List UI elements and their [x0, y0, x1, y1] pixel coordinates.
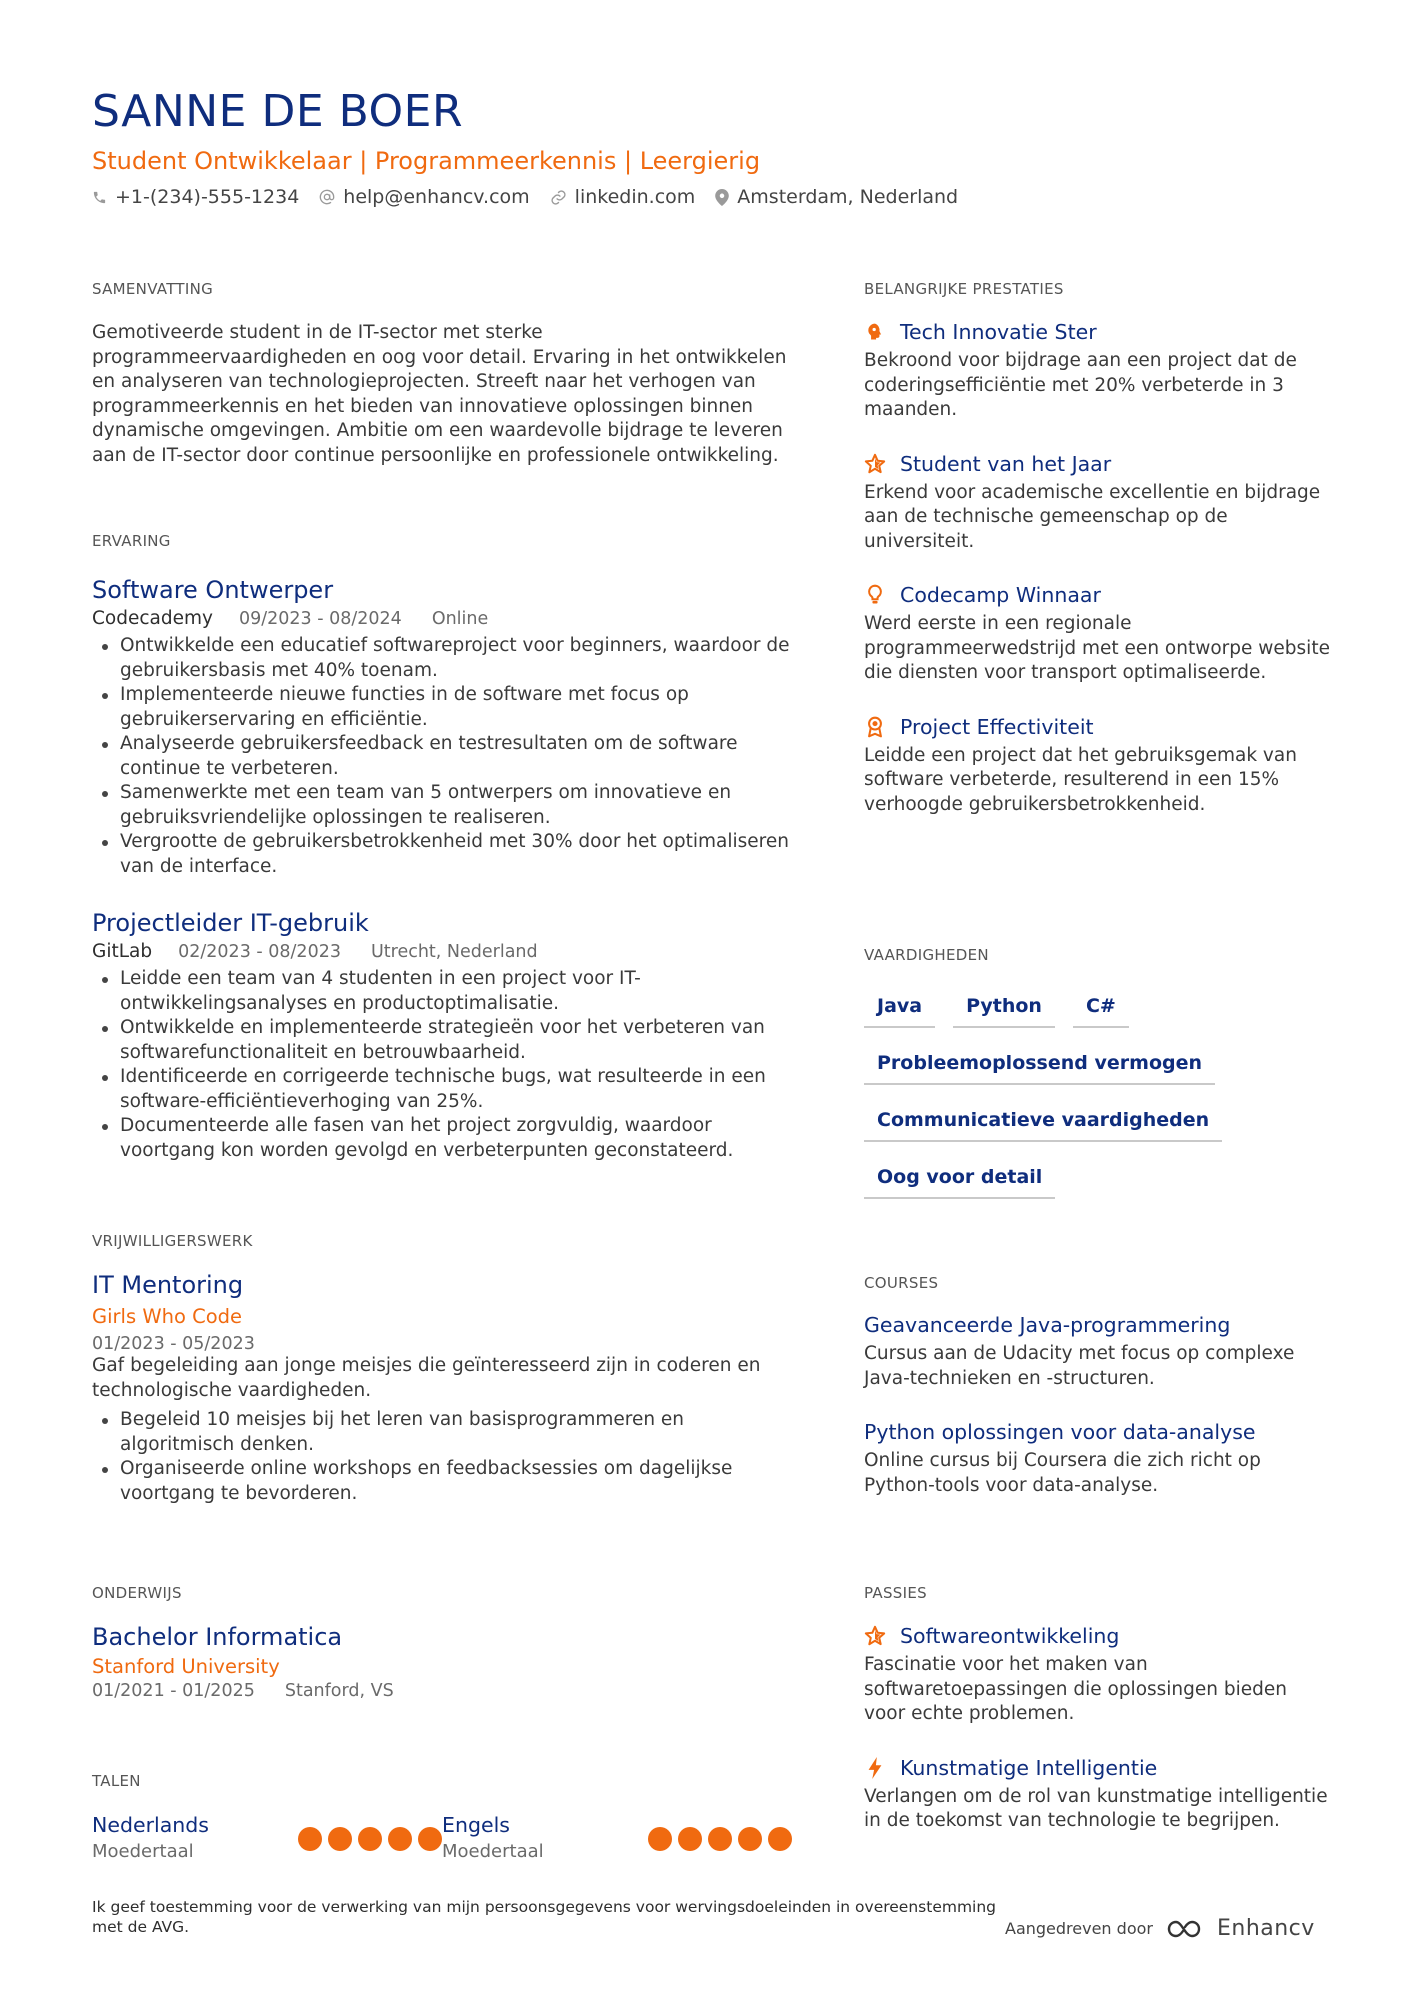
- education-section: [92, 1584, 792, 1701]
- linkedin-text: linkedin.com: [574, 186, 696, 208]
- achievement-text: Werd eerste in een regionale programmeerwedstrijd met een ontworpe website die diensten voor transport optimaliseerde.: [864, 613, 1330, 683]
- section-title-achievements: BELANGRIJKE PRESTATIES: [864, 280, 1064, 298]
- experience-section: [92, 532, 792, 1163]
- job-company: Codecademy: [92, 608, 213, 629]
- brand-name: Enhancv: [1216, 1916, 1315, 1941]
- headline: Student Ontwikkelaar | Programmeerkennis | Leergierig: [92, 147, 761, 175]
- skill-tag: Python: [953, 987, 1055, 1028]
- job-dates: 09/2023 - 08/2024: [238, 609, 402, 629]
- section-title-courses: COURSES: [864, 1274, 939, 1292]
- achievement-item: [864, 320, 1334, 423]
- language-name: Engels: [442, 1813, 510, 1837]
- passions-section: [864, 1584, 1334, 1834]
- rating-dot: [388, 1827, 412, 1851]
- achievement-text: Leidde een project dat het gebruiksgemak van software verbeterde, resulterend in een 15% verhoogde gebruikersbetrokkenheid.: [864, 744, 1297, 815]
- bullet-item: Samenwerkte met een team van 5 ontwerpers om innovatieve en gebruiksvriendelijke oplossingen te realiseren.: [92, 781, 792, 830]
- achievement-title: Student van het Jaar: [900, 451, 1112, 476]
- course-text: Online cursus bij Coursera die zich richt op Python-tools voor data-analyse.: [864, 1450, 1261, 1496]
- passion-text: Fascinatie voor het maken van softwaretoepassingen die oplossingen bieden voor echte problemen.: [864, 1654, 1288, 1724]
- volunteer-org: Girls Who Code: [92, 1305, 243, 1328]
- section-title-languages: TALEN: [92, 1772, 141, 1790]
- contact-phone: [92, 186, 299, 208]
- language-item: [442, 1813, 792, 1862]
- language-level: Moedertaal: [92, 1841, 194, 1862]
- rating-dot: [328, 1827, 352, 1851]
- skill-tag: Oog voor detail: [864, 1158, 1055, 1199]
- achievement-title: Project Effectiviteit: [900, 714, 1094, 739]
- skills-section: [864, 946, 1334, 1215]
- courses-section: [864, 1274, 1334, 1498]
- achievement-text: Bekroond voor bijdrage aan een project dat de coderingsefficiëntie met 20% verbeterde in 3 maanden.: [864, 350, 1297, 420]
- job-dates: 02/2023 - 08/2023: [178, 942, 341, 962]
- course-title: Python oplossingen voor data-analyse: [864, 1420, 1256, 1444]
- rating-dot: [738, 1827, 762, 1851]
- bullet-item: Identificeerde en corrigeerde technische bugs, wat resulteerde in een software-efficiëntieverhoging van 25%.: [92, 1065, 792, 1114]
- skill-tag: C#: [1073, 987, 1129, 1028]
- achievement-item: [864, 583, 1334, 686]
- job-entry: [92, 576, 792, 879]
- left-column: [92, 280, 792, 1862]
- skill-list: [864, 987, 1324, 1215]
- volunteer-role: IT Mentoring: [92, 1271, 244, 1299]
- passion-item: [864, 1756, 1334, 1834]
- language-level: Moedertaal: [442, 1841, 544, 1862]
- skill-tag: Probleemoplossend vermogen: [864, 1044, 1215, 1085]
- contact-location: [715, 186, 958, 208]
- bullet-item: Vergrootte de gebruikersbetrokkenheid met 30% door het optimaliseren van de interface.: [92, 830, 792, 879]
- job-title: Software Ontwerper: [92, 576, 334, 604]
- bullet-item: Organiseerde online workshops en feedbacksessies om dagelijkse voortgang te bevorderen.: [92, 1457, 792, 1506]
- job-company: GitLab: [92, 941, 153, 962]
- job-bullets: [92, 634, 792, 879]
- powered-by-label: Aangedreven door: [1005, 1919, 1153, 1938]
- contact-bar: [92, 186, 978, 208]
- skill-tag: Java: [864, 987, 935, 1028]
- education-school: Stanford University: [92, 1655, 280, 1678]
- link-icon: [550, 189, 567, 206]
- language-rating: [642, 1827, 792, 1862]
- lightbulb-icon: [864, 584, 886, 606]
- language-item: [92, 1813, 442, 1862]
- right-column: [864, 280, 1334, 1831]
- education-dates: 01/2021 - 01/2025: [92, 1681, 255, 1701]
- at-icon: [319, 189, 335, 205]
- course-text: Cursus aan de Udacity met focus op complexe Java-technieken en -structuren.: [864, 1343, 1295, 1389]
- award-icon: [864, 716, 886, 738]
- summary-text: Gemotiveerde student in de IT-sector met sterke programmeervaardigheden en oog voor detail. Ervaring in het ontwikkelen en analyseren van technologieprojecten. Streeft naar het verhogen van programmeerkennis en het bieden van innovatieve oplossingen binnen dynamische omgevingen. Ambitie om een waardevolle bijdrage te leveren aan de IT-sector door continue persoonlijke en professionele ontwikkeling.: [92, 322, 787, 466]
- volunteer-description: Gaf begeleiding aan jonge meisjes die geïnteresseerd zijn in coderen en technologische vaardigheden.: [92, 1355, 761, 1401]
- languages-section: [92, 1772, 792, 1862]
- section-title-experience: ERVARING: [92, 532, 171, 550]
- bullet-item: Analyseerde gebruikersfeedback en testresultaten om de software continue te verbeteren.: [92, 732, 792, 781]
- job-meta: [92, 608, 792, 629]
- contact-email[interactable]: [319, 186, 529, 208]
- candidate-name: SANNE DE BOER: [92, 86, 464, 137]
- language-list: [92, 1813, 792, 1862]
- email-text: help@enhancv.com: [343, 186, 530, 208]
- section-title-summary: SAMENVATTING: [92, 280, 214, 298]
- language-rating: [292, 1827, 442, 1862]
- phone-text: +1-(234)-555-1234: [115, 186, 300, 208]
- bullet-item: Documenteerde alle fasen van het project zorgvuldig, waardoor voortgang kon worden gevolgd en verbeterpunten geconstateerd.: [92, 1114, 792, 1163]
- education-meta: [92, 1681, 792, 1701]
- consent-note: Ik geef toestemming voor de verwerking van mijn persoonsgegevens voor wervingsdoeleinden in overeenstemming met de AVG.: [92, 1898, 997, 1936]
- contact-linkedin[interactable]: [550, 186, 696, 208]
- achievements-section: [864, 280, 1334, 817]
- rating-dot: [418, 1827, 442, 1851]
- passion-title: Kunstmatige Intelligentie: [900, 1755, 1158, 1780]
- section-title-education: ONDERWIJS: [92, 1584, 182, 1602]
- bullet-item: Implementeerde nieuwe functies in de software met focus op gebruikerservaring en efficiëntie.: [92, 683, 792, 732]
- volunteer-section: [92, 1232, 792, 1506]
- passion-text: Verlangen om de rol van kunstmatige intelligentie in de toekomst van technologie te begrijpen.: [864, 1785, 1328, 1831]
- achievement-text: Erkend voor academische excellentie en bijdrage aan de technische gemeenschap op de universiteit.: [864, 481, 1321, 552]
- bullet-item: Ontwikkelde een educatief softwareproject voor beginners, waardoor de gebruikersbasis met 40% toenam.: [92, 634, 792, 683]
- rating-dot: [648, 1827, 672, 1851]
- rating-dot: [358, 1827, 382, 1851]
- section-title-passions: PASSIES: [864, 1584, 927, 1602]
- education-degree: Bachelor Informatica: [92, 1623, 343, 1651]
- brain-icon: [864, 321, 886, 343]
- education-location: Stanford, VS: [284, 1681, 394, 1701]
- language-name: Nederlands: [92, 1813, 209, 1837]
- bullet-item: Ontwikkelde en implementeerde strategieën voor het verbeteren van softwarefunctionaliteit en betrouwbaarheid.: [92, 1016, 792, 1065]
- volunteer-bullets: [92, 1408, 792, 1506]
- section-title-volunteer: VRIJWILLIGERSWERK: [92, 1232, 253, 1250]
- skill-tag: Communicatieve vaardigheden: [864, 1101, 1222, 1142]
- course-item: [864, 1313, 1334, 1391]
- phone-icon: [92, 190, 107, 205]
- achievement-title: Codecamp Winnaar: [900, 583, 1101, 607]
- location-text: Amsterdam, Nederland: [737, 186, 959, 208]
- rating-dot: [708, 1827, 732, 1851]
- passion-title: Softwareontwikkeling: [900, 1624, 1120, 1648]
- star-icon: [864, 453, 886, 475]
- summary-section: [92, 280, 792, 468]
- job-meta: [92, 941, 792, 962]
- bullet-item: Begeleid 10 meisjes bij het leren van basisprogrammeren en algoritmisch denken.: [92, 1408, 792, 1457]
- job-bullets: [92, 967, 792, 1163]
- location-pin-icon: [715, 189, 729, 206]
- volunteer-dates: 01/2023 - 05/2023: [92, 1334, 255, 1354]
- passion-item: [864, 1624, 1334, 1727]
- powered-by[interactable]: [1005, 1916, 1315, 1941]
- enhancv-logo-icon: [1165, 1918, 1209, 1940]
- star-icon: [864, 1625, 886, 1647]
- rating-dot: [768, 1827, 792, 1851]
- achievement-item: [864, 452, 1334, 555]
- job-location: Utrecht, Nederland: [370, 942, 538, 962]
- rating-dot: [678, 1827, 702, 1851]
- bullet-item: Leidde een team van 4 studenten in een project voor IT-ontwikkelingsanalyses en productoptimalisatie.: [92, 967, 792, 1016]
- job-entry: [92, 909, 792, 1163]
- job-location: Online: [431, 609, 489, 629]
- section-title-skills: VAARDIGHEDEN: [864, 946, 989, 964]
- achievement-item: [864, 715, 1334, 818]
- course-title: Geavanceerde Java-programmering: [864, 1313, 1231, 1337]
- rating-dot: [298, 1827, 322, 1851]
- achievement-title: Tech Innovatie Ster: [900, 320, 1097, 344]
- job-title: Projectleider IT-gebruik: [92, 909, 369, 937]
- course-item: [864, 1420, 1334, 1498]
- lightning-icon: [864, 1757, 886, 1779]
